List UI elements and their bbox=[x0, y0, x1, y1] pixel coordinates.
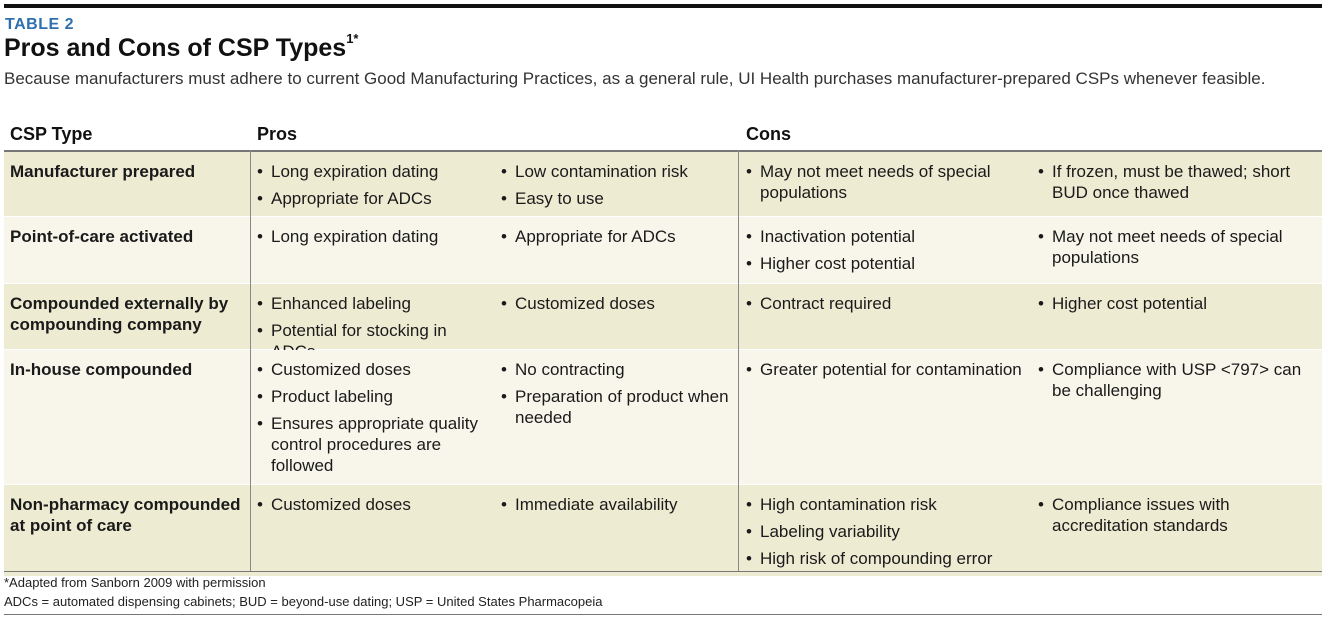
table-row bbox=[4, 485, 1322, 577]
cons-b-cell bbox=[1038, 293, 1308, 320]
bullet-list bbox=[257, 226, 487, 247]
bullet-item: • Product labeling bbox=[257, 386, 487, 407]
bullet-item: • Enhanced labeling bbox=[257, 293, 487, 314]
bullet-item: • Higher cost potential bbox=[1038, 293, 1308, 314]
bullet-item: • High risk of compounding error bbox=[746, 548, 1026, 569]
csp-type-cell: Compounded externally by compounding company bbox=[10, 294, 229, 334]
bullet-item: • Contract required bbox=[746, 293, 1026, 314]
cons-a-cell bbox=[746, 494, 1026, 575]
cons-b-cell bbox=[1038, 359, 1308, 407]
bullet-list bbox=[257, 494, 487, 515]
table-bottom-rule bbox=[4, 571, 1322, 572]
column-divider-cons bbox=[738, 150, 739, 571]
table-title bbox=[4, 31, 359, 63]
bullet-list bbox=[501, 293, 731, 314]
bullet-item: • Easy to use bbox=[501, 188, 731, 209]
csp-type-cell: Point-of-care activated bbox=[10, 227, 194, 246]
bullet-list bbox=[746, 226, 1026, 274]
table-row bbox=[4, 284, 1322, 350]
bullet-list bbox=[746, 161, 1026, 203]
cons-a-cell bbox=[746, 293, 1026, 320]
bullet-list bbox=[746, 494, 1026, 569]
bullet-list bbox=[746, 293, 1026, 314]
header-pros: Pros bbox=[257, 124, 298, 144]
bullet-item: • Appropriate for ADCs bbox=[257, 188, 487, 209]
bullet-item: • Low contamination risk bbox=[501, 161, 731, 182]
bullet-item: • High contamination risk bbox=[746, 494, 1026, 515]
pros-a-cell bbox=[257, 161, 487, 215]
bullet-item: • Long expiration dating bbox=[257, 226, 487, 247]
bullet-item: • Preparation of product when needed bbox=[501, 386, 731, 428]
bullet-list bbox=[501, 359, 731, 428]
csp-type-cell: In-house compounded bbox=[10, 360, 193, 379]
pros-b-cell bbox=[501, 161, 731, 215]
bullet-item: • If frozen, must be thawed; short BUD once thawed bbox=[1038, 161, 1308, 203]
page-bottom-rule bbox=[4, 614, 1322, 615]
bullet-item: • May not meet needs of special populations bbox=[1038, 226, 1308, 268]
bullet-item: • May not meet needs of special populations bbox=[746, 161, 1026, 203]
pros-b-cell bbox=[501, 226, 731, 253]
footnote-source: *Adapted from Sanborn 2009 with permission bbox=[4, 575, 266, 590]
title-superscript: 1* bbox=[346, 31, 359, 46]
bullet-item: • Ensures appropriate quality control procedures are followed bbox=[257, 413, 487, 476]
cons-b-cell bbox=[1038, 161, 1308, 209]
header-csp-type: CSP Type bbox=[10, 124, 93, 144]
pros-b-cell bbox=[501, 494, 731, 521]
bullet-list bbox=[1038, 359, 1308, 401]
bullet-item: • No contracting bbox=[501, 359, 731, 380]
pros-a-cell bbox=[257, 494, 487, 521]
cons-b-cell bbox=[1038, 226, 1308, 274]
pros-a-cell bbox=[257, 226, 487, 253]
bullet-item: • Inactivation potential bbox=[746, 226, 1026, 247]
csp-table bbox=[4, 120, 1322, 577]
bullet-item: • Customized doses bbox=[257, 359, 487, 380]
bullet-list bbox=[501, 226, 731, 247]
footnote-abbreviations: ADCs = automated dispensing cabinets; BUD = beyond-use dating; USP = United States Pharmacopeia bbox=[4, 594, 603, 609]
bullet-list bbox=[501, 161, 731, 209]
cons-a-cell bbox=[746, 161, 1026, 209]
cons-a-cell bbox=[746, 359, 1026, 386]
bullet-item: • Immediate availability bbox=[501, 494, 731, 515]
bullet-item: • Greater potential for contamination bbox=[746, 359, 1026, 380]
bullet-item: • Labeling variability bbox=[746, 521, 1026, 542]
bullet-item: • Appropriate for ADCs bbox=[501, 226, 731, 247]
bullet-list bbox=[746, 359, 1026, 380]
table-row bbox=[4, 350, 1322, 485]
bullet-item: • Potential for stocking in bbox=[257, 320, 487, 362]
bullet-list bbox=[501, 494, 731, 515]
table-row bbox=[4, 217, 1322, 284]
bullet-list bbox=[1038, 161, 1308, 203]
bullet-list bbox=[257, 161, 487, 209]
cons-a-cell bbox=[746, 226, 1026, 280]
bullet-list bbox=[257, 359, 487, 476]
table-row bbox=[4, 152, 1322, 217]
title-text: Pros and Cons of CSP Types bbox=[4, 34, 347, 62]
bullet-item: • Long expiration dating bbox=[257, 161, 487, 182]
header-cons: Cons bbox=[746, 124, 791, 144]
bullet-item: • Customized doses bbox=[501, 293, 731, 314]
table-subtitle: Because manufacturers must adhere to current Good Manufacturing Practices, as a general rule, UI Health purchases manufacturer-prepared CSPs whenever feasible. bbox=[4, 69, 1266, 88]
bullet-list bbox=[1038, 293, 1308, 314]
csp-type-cell: Manufacturer prepared bbox=[10, 162, 196, 181]
table-header-row bbox=[4, 120, 1322, 152]
pros-b-cell bbox=[501, 359, 731, 434]
pros-a-cell bbox=[257, 359, 487, 482]
bullet-item: • Compliance issues with accreditation standards bbox=[1038, 494, 1308, 536]
csp-type-cell: Non-pharmacy compounded at point of care bbox=[10, 495, 241, 535]
bullet-item: • Higher cost potential bbox=[746, 253, 1026, 274]
bullet-list bbox=[1038, 226, 1308, 268]
pros-b-cell bbox=[501, 293, 731, 320]
column-divider-pros bbox=[250, 150, 251, 571]
table-body bbox=[4, 152, 1322, 577]
bullet-item: • Compliance with USP <797> can be challenging bbox=[1038, 359, 1308, 401]
bullet-list bbox=[1038, 494, 1308, 536]
top-rule bbox=[4, 4, 1322, 8]
bullet-item: • Customized doses bbox=[257, 494, 487, 515]
cons-b-cell bbox=[1038, 494, 1308, 542]
table-label: TABLE 2 bbox=[5, 16, 74, 33]
